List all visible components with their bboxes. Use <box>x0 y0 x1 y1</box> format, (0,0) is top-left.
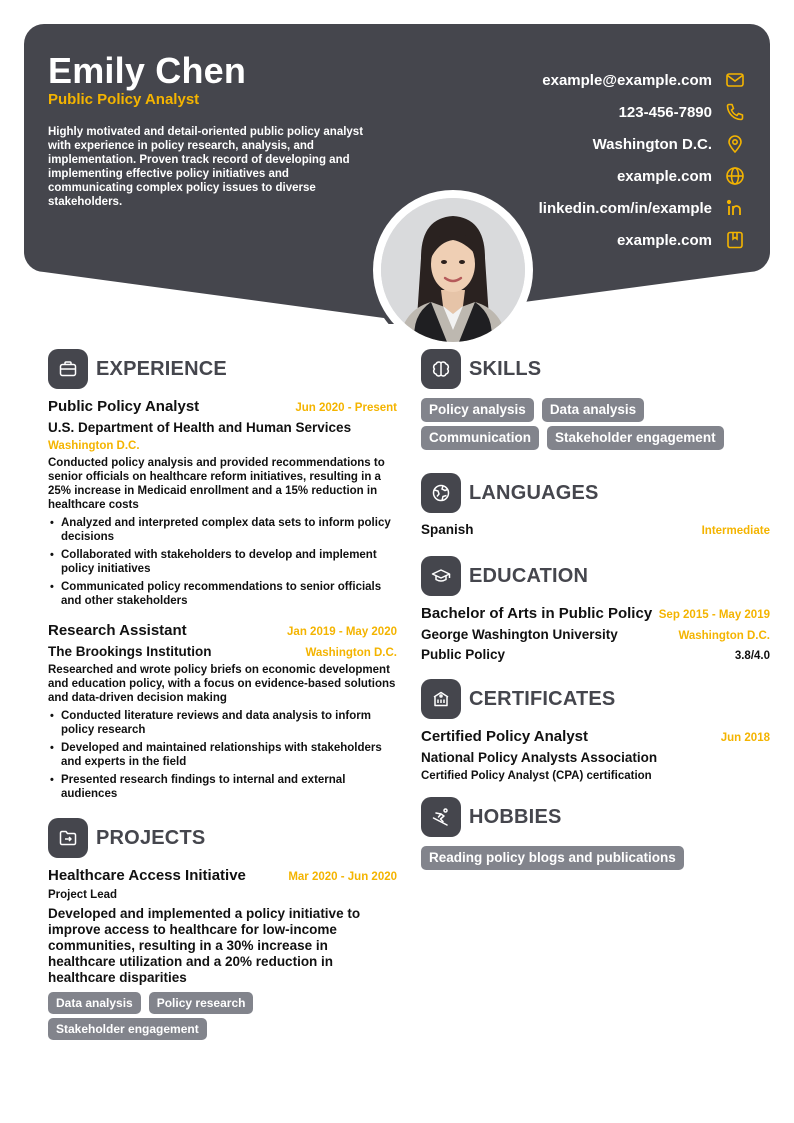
certificate-name: Certified Policy Analyst <box>421 728 588 745</box>
language-name: Spanish <box>421 522 474 537</box>
projects-heading <box>48 817 397 859</box>
skills-title: SKILLS <box>469 357 542 380</box>
certificate-issuer: National Policy Analysts Association <box>421 750 658 765</box>
skill-tag: Stakeholder engagement <box>547 426 724 450</box>
language-globe-icon <box>421 473 461 513</box>
left-column <box>48 348 397 1044</box>
profile-summary: Highly motivated and detail-oriented public policy analyst with experience in policy research, analysis, and implementation. Proven track record of developing and implementing effective policy initiatives and communicating complex policy issues to diverse stakeholders. <box>48 126 364 208</box>
experience-item <box>48 398 397 608</box>
hobbies-list <box>421 846 770 874</box>
tag: Stakeholder engagement <box>48 1018 207 1040</box>
contact-linkedin[interactable] <box>539 192 746 224</box>
bookmark-icon <box>724 229 746 251</box>
experience-title: EXPERIENCE <box>96 357 227 380</box>
linkedin-icon <box>724 197 746 219</box>
globe-icon <box>724 165 746 187</box>
languages-title: LANGUAGES <box>469 481 599 504</box>
tag: Policy research <box>149 992 254 1014</box>
list-item: • Analyzed and interpreted complex data sets to inform policy decisions <box>48 516 397 544</box>
hobbies-heading <box>421 796 770 838</box>
folder-icon <box>48 818 88 858</box>
job-organization: The Brookings Institution <box>48 644 212 659</box>
certificate-item <box>421 728 770 782</box>
tag: Data analysis <box>48 992 141 1014</box>
certificate-date: Jun 2018 <box>720 732 770 744</box>
contact-website-text[interactable]: example.com <box>616 167 712 185</box>
project-name: Healthcare Access Initiative <box>48 867 246 884</box>
contact-phone[interactable] <box>539 96 746 128</box>
job-description: Conducted policy analysis and provided recommendations to senior officials on healthcare reform initiatives, resulting in a 25% increase in Medicaid enrollment and a 15% reduction in healthcare costs <box>48 457 385 511</box>
contact-linkedin-text[interactable]: linkedin.com/in/example <box>538 199 712 217</box>
project-tags <box>48 992 397 1044</box>
contact-list <box>539 64 746 256</box>
job-dates: Jan 2019 - May 2020 <box>287 626 397 638</box>
contact-phone-text[interactable]: 123-456-7890 <box>618 103 712 121</box>
project-role: Project Lead <box>48 889 118 901</box>
job-title: Research Assistant <box>48 622 187 639</box>
project-item <box>48 867 397 1044</box>
skier-icon <box>421 797 461 837</box>
list-item: • Collaborated with stakeholders to develop and implement policy initiatives <box>48 548 397 576</box>
job-description: Researched and wrote policy briefs on economic development and education policy, with a focus on evidence-based solutions and data-driven decision making <box>48 664 396 704</box>
skill-tag: Policy analysis <box>421 398 534 422</box>
graduation-cap-icon <box>421 556 461 596</box>
candidate-title: Public Policy Analyst <box>48 91 200 108</box>
skills-list <box>421 398 770 454</box>
job-highlights <box>48 709 397 801</box>
gpa: 3.8/4.0 <box>734 650 770 662</box>
profile-photo-frame <box>373 190 533 350</box>
skills-heading <box>421 348 770 390</box>
location-pin-icon <box>724 133 746 155</box>
contact-email[interactable] <box>539 64 746 96</box>
briefcase-icon <box>48 349 88 389</box>
job-location: Washington D.C. <box>48 440 140 452</box>
languages-heading <box>421 472 770 514</box>
project-dates: Mar 2020 - Jun 2020 <box>288 871 397 883</box>
hobby-tag: Reading policy blogs and publications <box>421 846 684 870</box>
phone-icon <box>724 101 746 123</box>
school-location: Washington D.C. <box>678 630 770 642</box>
language-level: Intermediate <box>701 525 770 537</box>
list-item: • Conducted literature reviews and data analysis to inform policy research <box>48 709 397 737</box>
contact-website[interactable] <box>539 160 746 192</box>
education-title: EDUCATION <box>469 564 589 587</box>
degree-name: Bachelor of Arts in Public Policy <box>421 605 653 622</box>
experience-item <box>48 622 397 801</box>
job-location: Washington D.C. <box>305 647 397 659</box>
school-name: George Washington University <box>421 627 618 642</box>
right-column <box>421 348 770 874</box>
language-item <box>421 522 770 537</box>
job-title: Public Policy Analyst <box>48 398 200 415</box>
experience-heading <box>48 348 397 390</box>
education-dates: Sep 2015 - May 2019 <box>658 609 770 621</box>
contact-email-text[interactable]: example@example.com <box>542 71 712 89</box>
envelope-icon <box>724 69 746 91</box>
skill-tag: Communication <box>421 426 539 450</box>
hobbies-title: HOBBIES <box>469 805 562 828</box>
profile-photo <box>381 198 525 342</box>
education-item <box>421 605 770 662</box>
projects-title: PROJECTS <box>96 826 206 849</box>
list-item: • Presented research findings to internal and external audiences <box>48 773 397 801</box>
certificates-heading <box>421 678 770 720</box>
job-organization: U.S. Department of Health and Human Services <box>48 420 352 435</box>
skill-tag: Data analysis <box>542 398 644 422</box>
job-dates: Jun 2020 - Present <box>295 402 397 414</box>
resume-header <box>24 24 770 324</box>
education-heading <box>421 555 770 597</box>
job-highlights <box>48 516 397 608</box>
contact-portfolio[interactable] <box>539 224 746 256</box>
contact-location <box>539 128 746 160</box>
list-item: • Communicated policy recommendations to senior officials and other stakeholders <box>48 580 397 608</box>
list-item: • Developed and maintained relationships with stakeholders and experts in the field <box>48 741 397 769</box>
certificates-title: CERTIFICATES <box>469 687 616 710</box>
contact-portfolio-text[interactable]: example.com <box>616 231 712 249</box>
brain-icon <box>421 349 461 389</box>
project-description: Developed and implemented a policy initiative to improve access to healthcare for low-income communities, resulting in a 30% increase in healthcare utilization and a 20% reduction in healthcare disparities <box>48 906 361 985</box>
certificate-description: Certified Policy Analyst (CPA) certification <box>421 770 652 782</box>
candidate-name: Emily Chen <box>48 50 247 91</box>
field-of-study: Public Policy <box>421 647 506 662</box>
contact-location-text: Washington D.C. <box>592 135 712 153</box>
institution-icon <box>421 679 461 719</box>
